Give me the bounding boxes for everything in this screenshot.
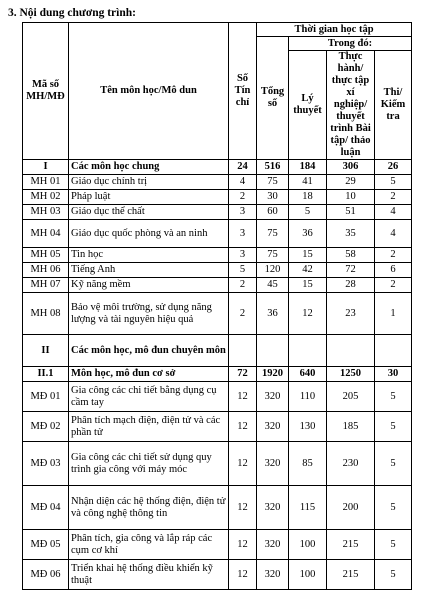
cell-name: Nhận diện các hệ thống điện, điện tử và công nghệ thông tin	[69, 486, 229, 530]
cell-code: MH 02	[23, 190, 69, 205]
cell-name: Phân tích, gia công và lắp ráp các cụm cơ khí	[69, 530, 229, 560]
cell-practice: 72	[327, 263, 375, 278]
header-time-group: Thời gian học tập	[257, 23, 412, 37]
cell-theory: 15	[289, 248, 327, 263]
cell-name: Giáo dục quốc phòng và an ninh	[69, 220, 229, 248]
cell-code: MĐ 02	[23, 412, 69, 442]
table-row	[23, 175, 412, 190]
cell-name: Kỹ năng mềm	[69, 278, 229, 293]
cell-practice: 215	[327, 560, 375, 590]
cell-exam: 5	[375, 530, 412, 560]
cell-total: 1920	[257, 367, 289, 382]
cell-credits: 4	[229, 175, 257, 190]
cell-credits: 12	[229, 412, 257, 442]
cell-credits: 72	[229, 367, 257, 382]
header-exam: Thi/ Kiểm tra	[375, 51, 412, 160]
cell-name: Gia công các chi tiết sử dụng quy trình gia công với máy móc	[69, 442, 229, 486]
header-theory: Lý thuyết	[289, 51, 327, 160]
header-practice: Thực hành/ thực tập xí nghiệp/ thuyết trình Bài tập/ thảo luận	[327, 51, 375, 160]
cell-practice: 35	[327, 220, 375, 248]
cell-name: Giáo dục thể chất	[69, 205, 229, 220]
cell-code: MĐ 03	[23, 442, 69, 486]
cell-practice: 23	[327, 293, 375, 335]
cell-code: MH 08	[23, 293, 69, 335]
cell-credits: 2	[229, 293, 257, 335]
cell-theory: 41	[289, 175, 327, 190]
cell-name: Các môn học chung	[69, 160, 229, 175]
cell-code: MH 06	[23, 263, 69, 278]
cell-credits: 12	[229, 382, 257, 412]
cell-theory: 100	[289, 530, 327, 560]
cell-exam	[375, 335, 412, 367]
cell-practice: 306	[327, 160, 375, 175]
cell-exam: 2	[375, 278, 412, 293]
cell-credits: 12	[229, 560, 257, 590]
cell-exam: 26	[375, 160, 412, 175]
cell-total: 60	[257, 205, 289, 220]
cell-exam: 5	[375, 560, 412, 590]
cell-name: Môn học, mô đun cơ sở	[69, 367, 229, 382]
table-row	[23, 220, 412, 248]
cell-name: Pháp luật	[69, 190, 229, 205]
cell-practice: 58	[327, 248, 375, 263]
cell-practice: 51	[327, 205, 375, 220]
cell-credits	[229, 335, 257, 367]
cell-code: MĐ 04	[23, 486, 69, 530]
cell-theory: 130	[289, 412, 327, 442]
cell-theory: 640	[289, 367, 327, 382]
cell-credits: 3	[229, 220, 257, 248]
cell-theory: 18	[289, 190, 327, 205]
cell-practice: 230	[327, 442, 375, 486]
cell-total	[257, 335, 289, 367]
table-row	[23, 263, 412, 278]
cell-credits: 5	[229, 263, 257, 278]
cell-code: MĐ 05	[23, 530, 69, 560]
cell-exam: 30	[375, 367, 412, 382]
cell-practice: 10	[327, 190, 375, 205]
cell-total: 320	[257, 486, 289, 530]
header-name: Tên môn học/Mô dun	[69, 23, 229, 160]
cell-theory: 5	[289, 205, 327, 220]
cell-code: MH 05	[23, 248, 69, 263]
cell-code: MH 03	[23, 205, 69, 220]
table-row	[23, 205, 412, 220]
cell-theory: 110	[289, 382, 327, 412]
cell-theory: 100	[289, 560, 327, 590]
cell-credits: 3	[229, 205, 257, 220]
cell-exam: 6	[375, 263, 412, 278]
cell-credits: 2	[229, 278, 257, 293]
cell-theory: 85	[289, 442, 327, 486]
cell-code: I	[23, 160, 69, 175]
cell-name: Tin học	[69, 248, 229, 263]
cell-total: 75	[257, 248, 289, 263]
table-row	[23, 530, 412, 560]
header-total: Tổng số	[257, 37, 289, 160]
cell-exam: 2	[375, 190, 412, 205]
table-row	[23, 293, 412, 335]
cell-total: 320	[257, 442, 289, 486]
cell-practice: 29	[327, 175, 375, 190]
cell-total: 320	[257, 382, 289, 412]
cell-theory	[289, 335, 327, 367]
cell-total: 75	[257, 175, 289, 190]
cell-total: 320	[257, 560, 289, 590]
section-title: 3. Nội dung chương trình:	[8, 7, 136, 19]
table-row	[23, 248, 412, 263]
cell-practice: 205	[327, 382, 375, 412]
cell-total: 36	[257, 293, 289, 335]
cell-exam: 4	[375, 205, 412, 220]
cell-credits: 24	[229, 160, 257, 175]
cell-total: 320	[257, 530, 289, 560]
cell-exam: 4	[375, 220, 412, 248]
header-credits: Số Tín chỉ	[229, 23, 257, 160]
cell-practice: 200	[327, 486, 375, 530]
header-of-which: Trong đó:	[289, 37, 412, 51]
table-row	[23, 442, 412, 486]
cell-code: II	[23, 335, 69, 367]
table-body	[23, 160, 412, 590]
cell-name: Phân tích mạch điện, điện tử và các phần tử	[69, 412, 229, 442]
cell-code: II.1	[23, 367, 69, 382]
cell-practice	[327, 335, 375, 367]
cell-total: 320	[257, 412, 289, 442]
cell-name: Giáo dục chính trị	[69, 175, 229, 190]
cell-practice: 28	[327, 278, 375, 293]
cell-total: 30	[257, 190, 289, 205]
table-row	[23, 278, 412, 293]
cell-exam: 5	[375, 442, 412, 486]
cell-total: 75	[257, 220, 289, 248]
cell-credits: 12	[229, 442, 257, 486]
cell-credits: 3	[229, 248, 257, 263]
cell-credits: 12	[229, 530, 257, 560]
cell-theory: 15	[289, 278, 327, 293]
cell-exam: 5	[375, 412, 412, 442]
cell-code: MH 01	[23, 175, 69, 190]
cell-practice: 1250	[327, 367, 375, 382]
cell-name: Bảo vệ môi trường, sử dụng năng lượng và tài nguyên hiệu quả	[69, 293, 229, 335]
cell-theory: 42	[289, 263, 327, 278]
cell-code: MH 07	[23, 278, 69, 293]
cell-theory: 184	[289, 160, 327, 175]
cell-credits: 12	[229, 486, 257, 530]
cell-exam: 2	[375, 248, 412, 263]
cell-name: Tiếng Anh	[69, 263, 229, 278]
cell-total: 45	[257, 278, 289, 293]
cell-exam: 5	[375, 486, 412, 530]
table-row	[23, 412, 412, 442]
cell-credits: 2	[229, 190, 257, 205]
cell-theory: 115	[289, 486, 327, 530]
table-row	[23, 160, 412, 175]
cell-theory: 12	[289, 293, 327, 335]
table-row	[23, 382, 412, 412]
cell-exam: 5	[375, 175, 412, 190]
curriculum-table	[22, 22, 412, 590]
cell-exam: 1	[375, 293, 412, 335]
cell-total: 516	[257, 160, 289, 175]
table-row	[23, 560, 412, 590]
header-code: Mã số MH/MĐ	[23, 23, 69, 160]
cell-practice: 215	[327, 530, 375, 560]
cell-practice: 185	[327, 412, 375, 442]
table-row	[23, 486, 412, 530]
table-row	[23, 335, 412, 367]
cell-name: Triển khai hệ thống điều khiển kỹ thuật	[69, 560, 229, 590]
cell-name: Gia công các chi tiết bằng dụng cụ cầm tay	[69, 382, 229, 412]
cell-code: MH 04	[23, 220, 69, 248]
cell-exam: 5	[375, 382, 412, 412]
cell-theory: 36	[289, 220, 327, 248]
table-row	[23, 367, 412, 382]
cell-name: Các môn học, mô đun chuyên môn	[69, 335, 229, 367]
cell-total: 120	[257, 263, 289, 278]
cell-code: MĐ 01	[23, 382, 69, 412]
cell-code: MĐ 06	[23, 560, 69, 590]
table-row	[23, 190, 412, 205]
